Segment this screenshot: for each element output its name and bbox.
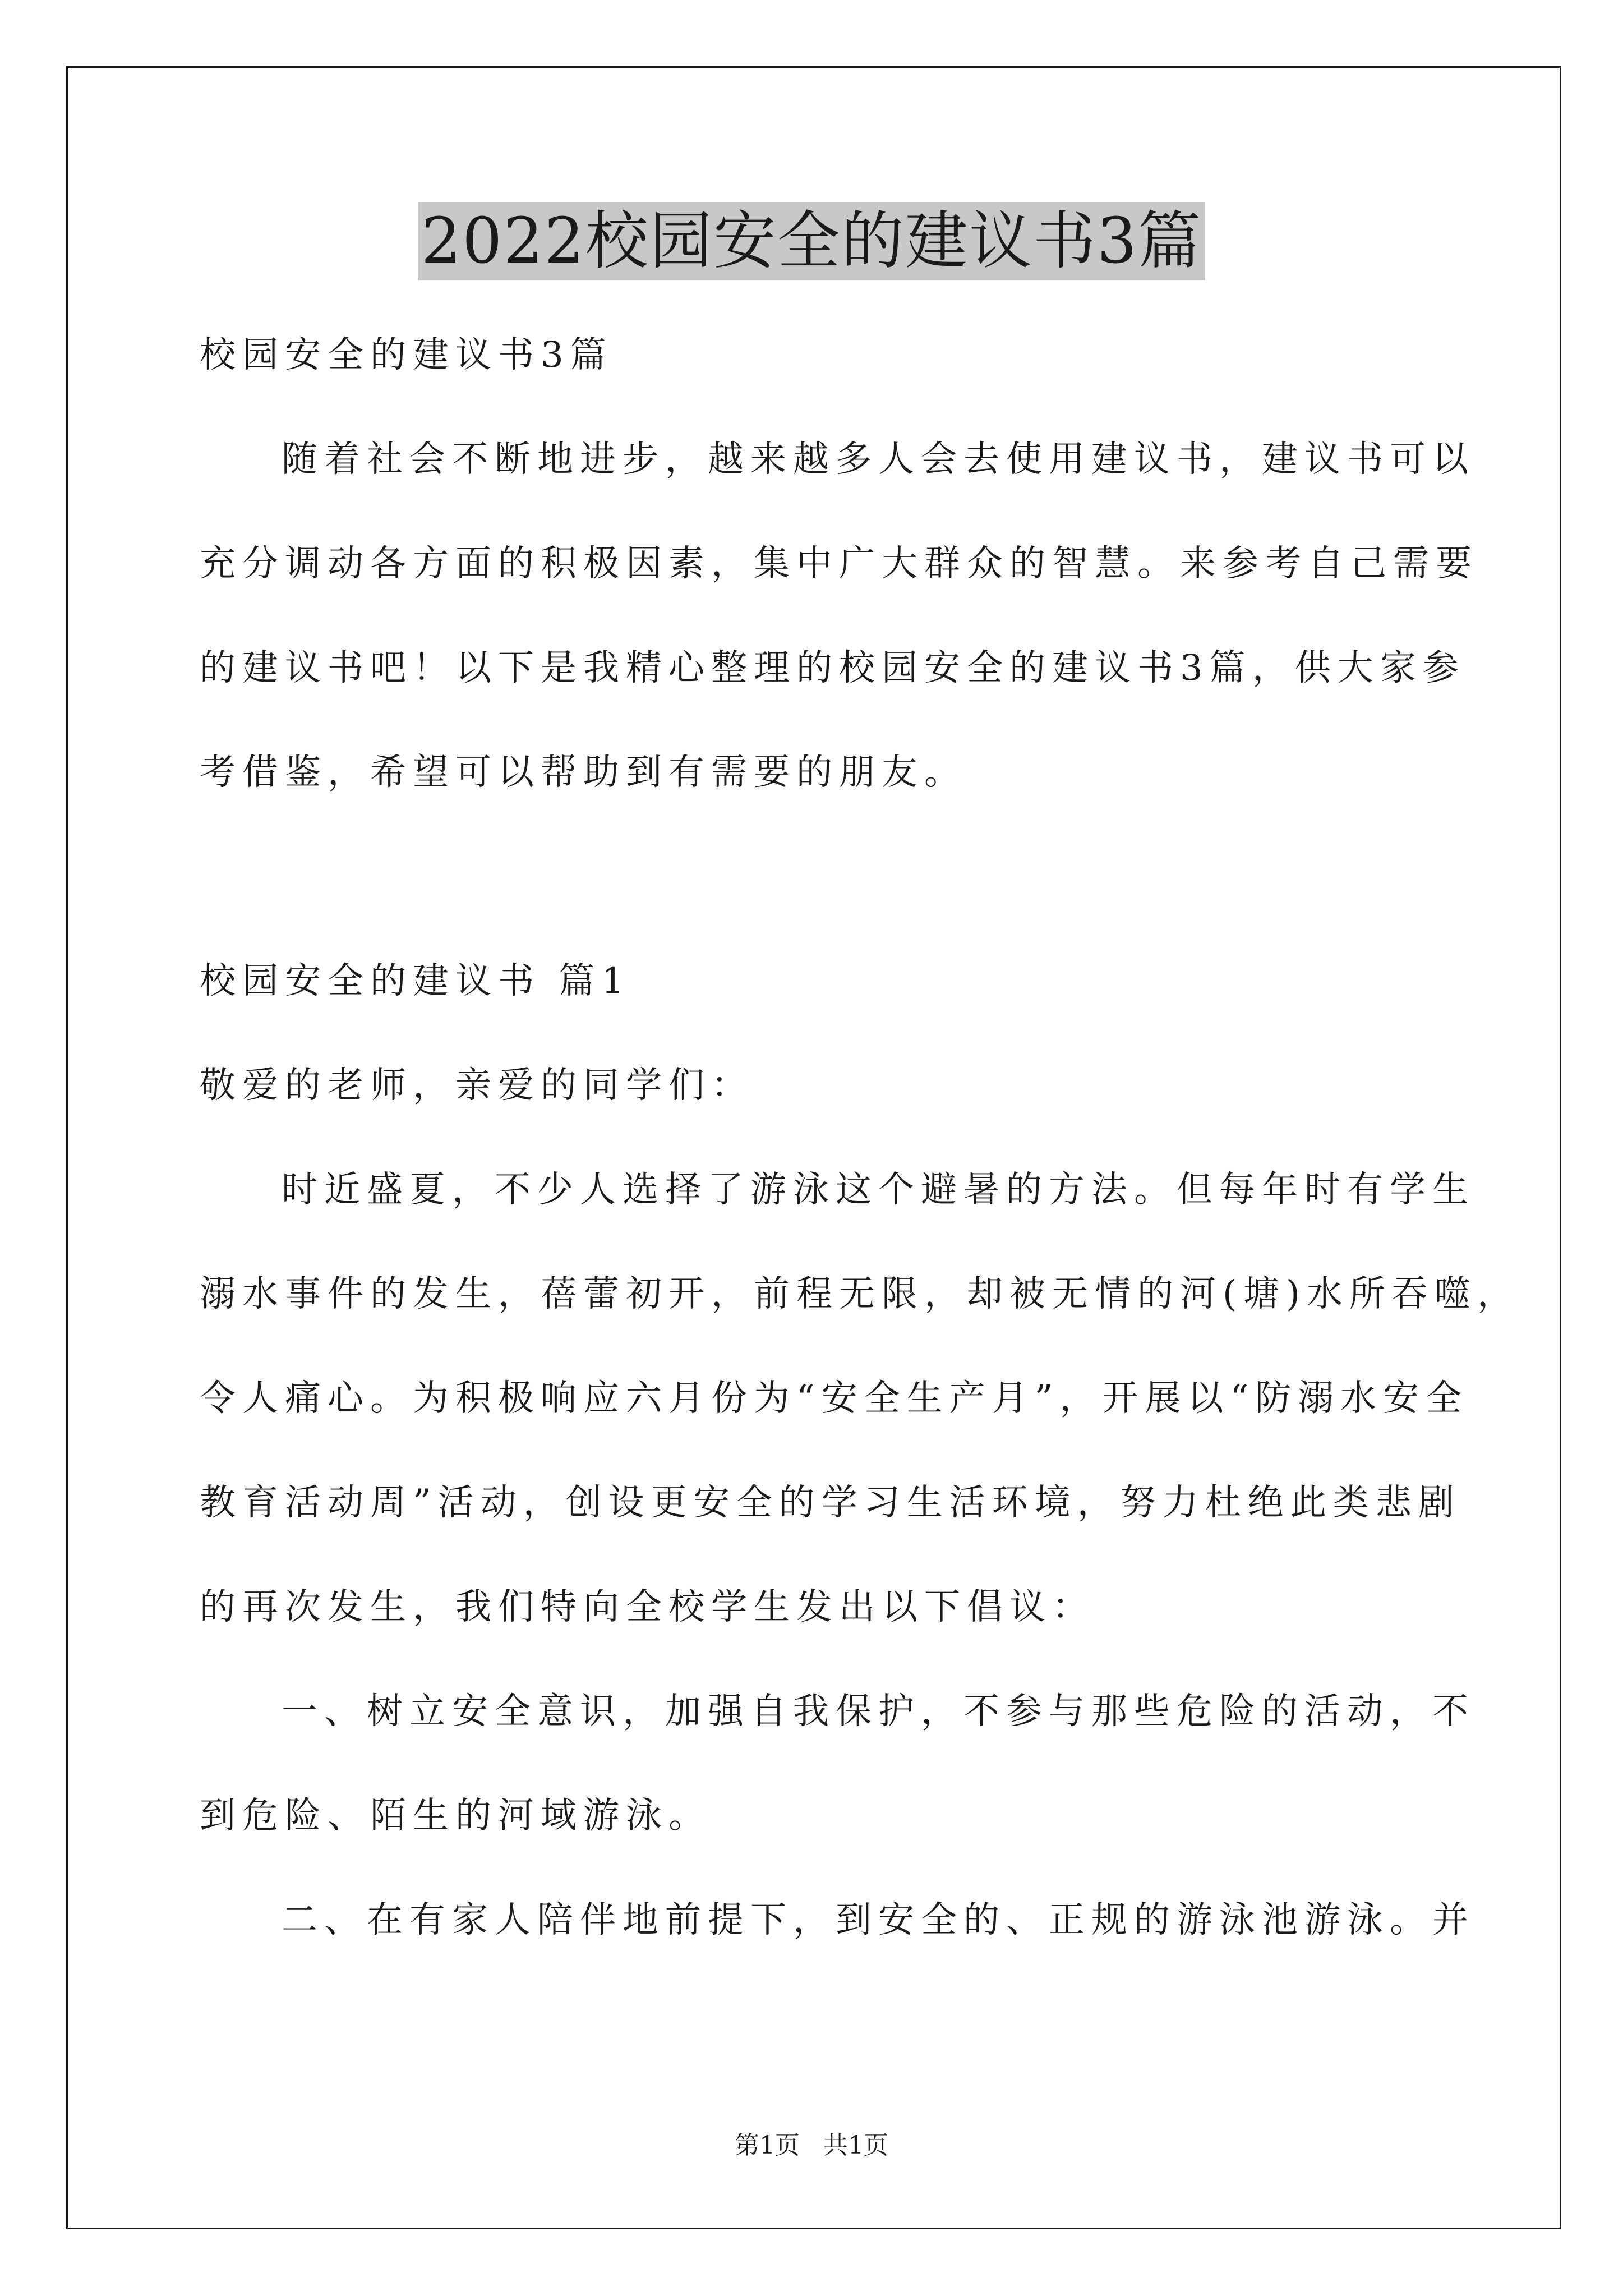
section-heading: 校园安全的建议书 篇1 <box>200 960 631 1002</box>
subtitle-line: 校园安全的建议书3篇 <box>200 334 613 376</box>
page-footer: 第1页 共1页 <box>735 2131 888 2160</box>
spacer <box>200 825 1433 929</box>
paragraph-line: 随着社会不断地进步，越来越多人会去使用建议书，建议书可以 <box>282 439 1475 480</box>
paragraph-line: 教育活动周”活动，创设更安全的学习生活环境，努力杜绝此类悲剧 <box>200 1482 1461 1524</box>
title-container <box>0 202 1623 280</box>
document-body <box>200 303 1520 1972</box>
document-title: 2022校园安全的建议书3篇 <box>418 202 1205 280</box>
paragraph-line: 的再次发生，我们特向全校学生发出以下倡议： <box>200 1586 1095 1628</box>
paragraph-line: 充分调动各方面的积极因素，集中广大群众的智慧。来参考自己需要 <box>200 543 1478 585</box>
paragraph-line: 考借鉴，希望可以帮助到有需要的朋友。 <box>200 752 967 793</box>
paragraph-line: 到危险、陌生的河域游泳。 <box>200 1795 711 1837</box>
paragraph-line: 时近盛夏，不少人选择了游泳这个避暑的方法。但每年时有学生 <box>282 1169 1475 1211</box>
paragraph-line: 一、树立安全意识，加强自我保护，不参与那些危险的活动，不 <box>282 1691 1475 1732</box>
salutation-line: 敬爱的老师，亲爱的同学们： <box>200 1065 754 1106</box>
paragraph-line: 的建议书吧！以下是我精心整理的校园安全的建议书3篇，供大家参 <box>200 647 1465 689</box>
paragraph-line: 二、在有家人陪伴地前提下，到安全的、正规的游泳池游泳。并 <box>282 1899 1475 1941</box>
paragraph-line: 溺水事件的发生，蓓蕾初开，前程无限，却被无情的河(塘)水所吞噬， <box>200 1273 1520 1315</box>
paragraph-line: 令人痛心。为积极响应六月份为“安全生产月”，开展以“防溺水安全 <box>200 1378 1469 1419</box>
